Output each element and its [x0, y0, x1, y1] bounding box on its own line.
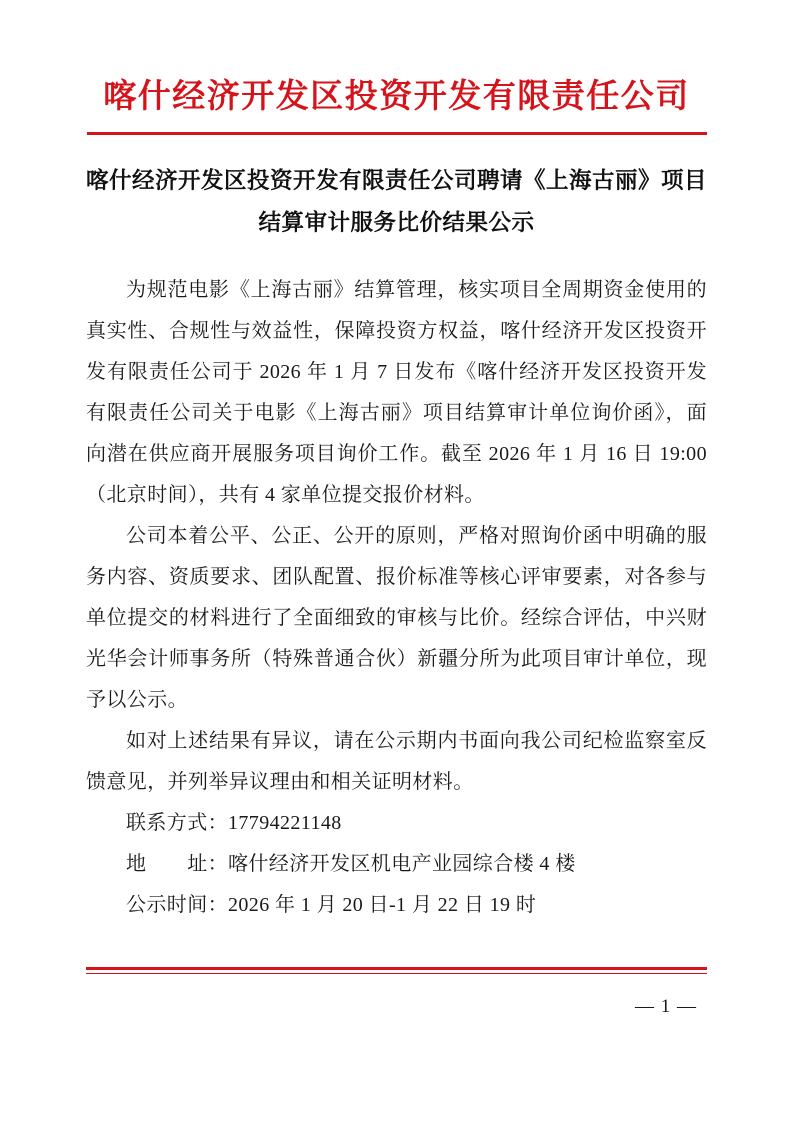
- footer-divider: [86, 967, 707, 974]
- paragraph-1: 为规范电影《上海古丽》结算管理，核实项目全周期资金使用的真实性、合规性与效益性，保障投资方权益，喀什经济开发区投资开发有限责任公司于 2026 年 1 月 7 日发布《喀什经济开发区投资开发有限责任公司关于电影《上海古丽》项目结算审计单位询价函》，面向潜在供应商开展服务项目询价工作。截至 2026 年 1 月 16 日 19:00（北京时间），共有 4 家单位提交报价材料。: [86, 279, 707, 506]
- document-body: [86, 160, 707, 926]
- contact-line: 联系方式：17794221148: [126, 812, 342, 834]
- footer-rule-thin: [86, 973, 707, 974]
- publicity-period-line: 公示时间：2026 年 1 月 20 日-1 月 22 日 19 时: [126, 894, 537, 916]
- page-title: 喀什经济开发区投资开发有限责任公司聘请《上海古丽》项目结算审计服务比价结果公示: [86, 168, 708, 235]
- letterhead-divider: [87, 132, 707, 135]
- address-line: 地 址：喀什经济开发区机电产业园综合楼 4 楼: [126, 853, 576, 875]
- letterhead-company-name: 喀什经济开发区投资开发有限责任公司: [103, 79, 690, 115]
- paragraph-3: 如对上述结果有异议，请在公示期内书面向我公司纪检监察室反馈意见，并列举异议理由和相关证明材料。: [86, 730, 707, 793]
- paragraph-2: 公司本着公平、公正、公开的原则，严格对照询价函中明确的服务内容、资质要求、团队配置、报价标准等核心评审要素，对各参与单位提交的材料进行了全面细致的审核与比价。经综合评估，中兴财光华会计师事务所（特殊普通合伙）新疆分所为此项目审计单位，现予以公示。: [86, 525, 707, 711]
- letterhead: [0, 78, 793, 135]
- footer-rule-thick: [86, 967, 707, 970]
- page-number: — 1 —: [635, 996, 697, 1017]
